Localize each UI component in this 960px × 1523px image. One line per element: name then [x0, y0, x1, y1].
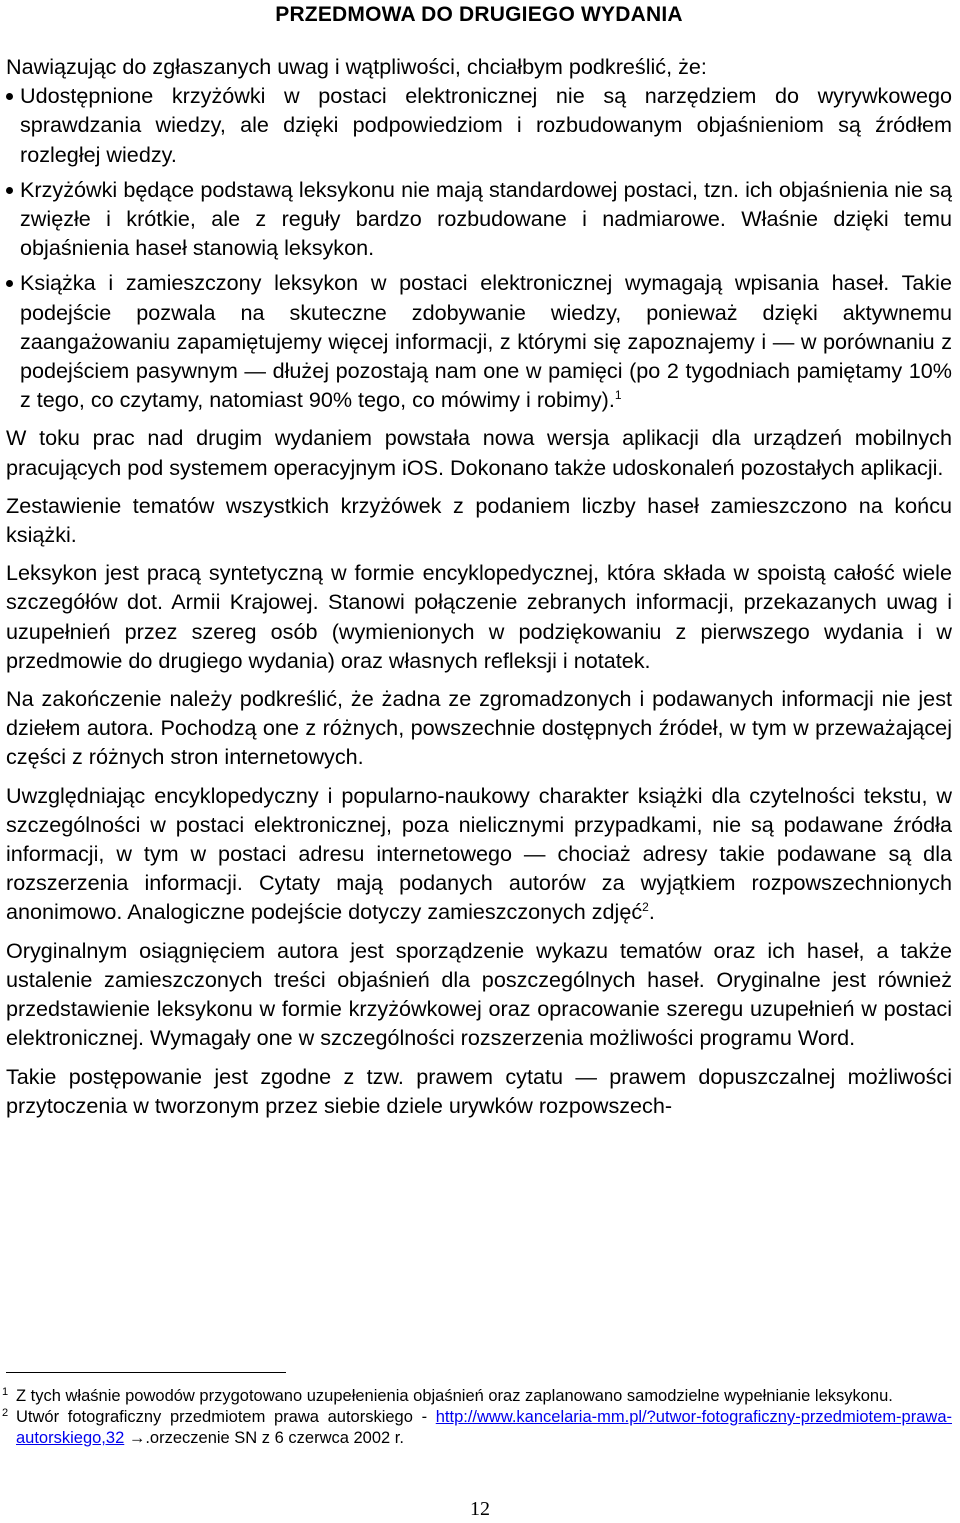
footnotes — [2, 1386, 952, 1449]
paragraph-ios: W toku prac nad drugim wydaniem powstała nowa wersja aplikacji dla urządzeń mobilnych pracujących pod systemem operacyjnym iOS. Dokonano także udoskonaleń pozostałych aplikacji. — [6, 425, 952, 480]
footnote-2-link[interactable]: http://www.kancelaria-mm.pl/?utwor-fotograficzny-przedmiotem-prawa-autorskiego,32 — [16, 1408, 952, 1447]
bullet-item-3 — [6, 268, 952, 414]
paragraph-sources-end: . — [648, 899, 655, 925]
footnote-1-number: 1 — [2, 1386, 9, 1398]
footnote-2 — [2, 1407, 952, 1449]
footnote-2-number: 2 — [2, 1407, 9, 1419]
footnote-separator — [6, 1372, 286, 1373]
arrow-right-icon: → — [124, 1429, 146, 1447]
page-title: PRZEDMOWA DO DRUGIEGO WYDANIA — [275, 3, 683, 26]
footnote-1 — [2, 1386, 952, 1407]
page-number: 12 — [470, 1498, 490, 1520]
paragraph-sources-text: Uwzględniając encyklopedyczny i popularno-naukowy charakter książki dla czytelności tekstu, w szczególności w postaci elektronicznej, poza nielicznymi przypadkami, nie są podawane źródła informacji, w tym w postaci adresu internetowego — chociaż adresy takie podawane są dla rozszerzenia informacji. Cytaty mają podanych autorów za wyjątkiem rozpowszechnionych anonimowo. Analogiczne podejście dotyczy zamieszczonych zdjęć — [6, 782, 952, 925]
paragraph-conclusion: Na zakończenie należy podkreślić, że żadna ze zgromadzonych i podawanych informacji nie jest dziełem autora. Pochodzą one z różnych, powszechnie dostępnych źródeł, w tym w przeważającej części z różnych stron internetowych. — [6, 686, 952, 770]
paragraph-lexicon: Leksykon jest pracą syntetyczną w formie encyklopedycznej, która składa w spoistą całość wiele szczegółów dot. Armii Krajowej. Stanowi połączenie zebranych informacji, przekazanych uwag i uzupełnień przez szereg osób (wymienionych w podziękowaniu z pierwszego wydania i w przedmowie do drugiego wydania) oraz własnych refleksji i notatek. — [6, 560, 952, 673]
bullet-dot-icon — [6, 93, 13, 100]
paragraph-topics: Zestawienie tematów wszystkich krzyżówek z podaniem liczby haseł zamieszczono na końcu książki. — [6, 492, 952, 548]
bullet-text-2: Krzyżówki będące podstawą leksykonu nie mają standardowej postaci, tzn. ich objaśnienia nie są zwięzłe i krótkie, ale z reguły bardzo rozbudowane i nadmiarowe. Właśnie dzięki temu objaśnienia haseł stanowią leksykon. — [20, 176, 952, 261]
bullet-text-1: Udostępnione krzyżówki w postaci elektronicznej nie są narzędziem do wyrywkowego sprawdzania wiedzy, ale dzięki podpowiedziom i rozbudowanym objaśnieniom są źródłem rozległej wiedzy. — [20, 83, 952, 167]
footnote-ref-2[interactable]: 2 — [642, 900, 649, 915]
paragraph-originality: Oryginalnym osiągnięciem autora jest sporządzenie wykazu tematów oraz ich haseł, a także ustalenie zamieszczonych treści objaśnień dla poszczególnych haseł. Oryginalne jest również przedstawienie leksykonu w formie krzyżówkowej oraz opracowanie szeregu uzupełnień w postaci elektronicznej. Wymagały one w szczególności rozszerzenia możliwości programu Word. — [6, 937, 952, 1051]
bullet-list — [6, 81, 952, 414]
footnote-ref-1[interactable]: 1 — [614, 388, 622, 403]
footnote-1-text: Z tych właśnie powodów przygotowano uzupełenienia objaśnień oraz zaplanowano samodzielne wypełnianie leksykonu. — [16, 1387, 893, 1405]
document-page — [6, 0, 952, 1120]
paragraph-sources — [6, 781, 952, 927]
footnote-2-text: Utwór fotograficzny przedmiotem prawa autorskiego - — [16, 1408, 436, 1426]
bullet-item-1 — [6, 81, 952, 169]
bullet-text-3: Książka i zamieszczony leksykon w postaci elektronicznej wymagają wpisania haseł. Takie podejście pozwala na skuteczne zdobywanie wiedzy, ponieważ dzięki aktywnemu zaangażowaniu zapamiętujemy więcej informacji, z którymi się zapoznajemy i — w porównaniu z podejściem pasywnym — dłużej pozostają nam one w pamięci (po 2 tygodniach pamiętamy 10% z tego, co czytamy, natomiast 90% tego, co mówimy i robimy). — [20, 270, 952, 413]
footnote-2-after: .orzeczenie SN z 6 czerwca 2002 r. — [145, 1429, 404, 1447]
intro-paragraph: Nawiązując do zgłaszanych uwag i wątpliwości, chciałbym podkreślić, że: — [6, 54, 707, 79]
bullet-item-2 — [6, 175, 952, 263]
bullet-dot-icon — [6, 187, 13, 194]
paragraph-citation-law: Takie postępowanie jest zgodne z tzw. prawem cytatu — prawem dopuszczalnej możliwości przytoczenia w tworzonym przez siebie dziele urywków rozpowszech- — [6, 1063, 952, 1118]
bullet-dot-icon — [6, 280, 13, 287]
